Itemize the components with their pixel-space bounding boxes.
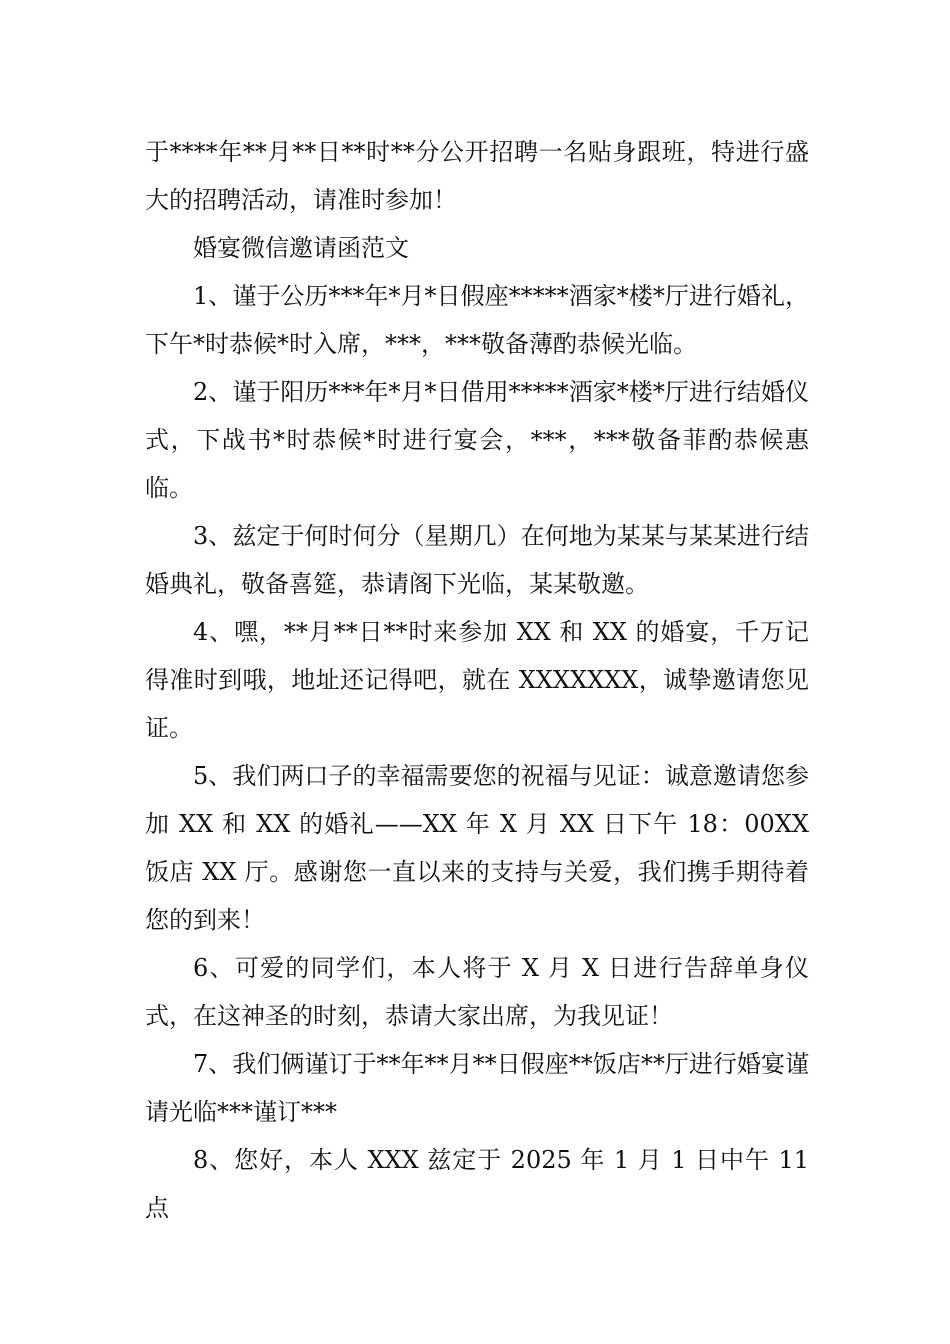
paragraph-item-5: 5、我们两口子的幸福需要您的祝福与见证：诚意邀请您参加 XX 和 XX 的婚礼——XX 年 X 月 XX 日下午 18：00XX 饭店 XX 厅。感谢您一直以来的支持与关爱，我们携手期待着您的到来！	[145, 762, 809, 934]
paragraph-item-4: 4、嘿，**月**日**时来参加 XX 和 XX 的婚宴，千万记得准时到哦，地址还记得吧，就在 XXXXXXX，诚挚邀请您见证。	[145, 618, 809, 742]
paragraph-item-2: 2、谨于阳历***年*月*日借用*****酒家*楼*厅进行结婚仪式，下战书*时恭候*时进行宴会，***，***敬备菲酌恭候惠临。	[145, 378, 809, 502]
paragraph-item-1: 1、谨于公历***年*月*日假座*****酒家*楼*厅进行婚礼，下午*时恭候*时入席，***，***敬备薄酌恭候光临。	[145, 282, 809, 358]
paragraph-item-6: 6、可爱的同学们，本人将于 X 月 X 日进行告辞单身仪式，在这神圣的时刻，恭请大家出席，为我见证！	[145, 954, 809, 1030]
paragraph-item-7: 7、我们俩谨订于**年**月**日假座**饭店**厅进行婚宴谨请光临***谨订***	[145, 1050, 809, 1126]
document-page	[145, 128, 809, 1232]
paragraph-recruitment-continuation: 于****年**月**日**时**分公开招聘一名贴身跟班，特进行盛大的招聘活动，请准时参加！	[145, 138, 809, 214]
paragraph-item-8: 8、您好，本人 XXX 兹定于 2025 年 1 月 1 日中午 11 点	[145, 1146, 809, 1222]
section-heading: 婚宴微信邀请函范文	[193, 234, 409, 262]
paragraph-item-3: 3、兹定于何时何分（星期几）在何地为某某与某某进行结婚典礼，敬备喜筵，恭请阁下光临，某某敬邀。	[145, 522, 809, 598]
